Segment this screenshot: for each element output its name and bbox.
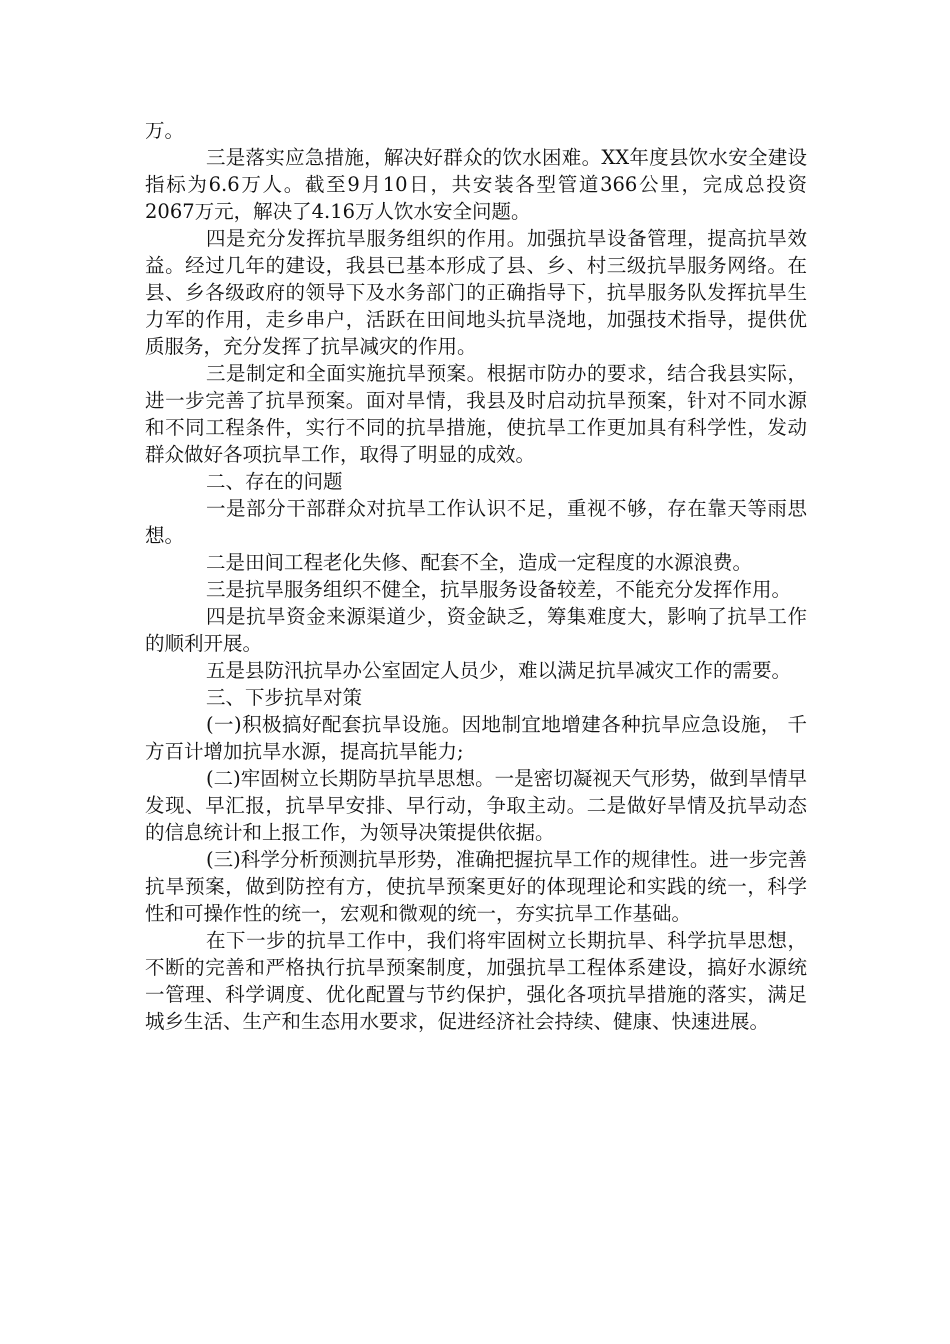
paragraph-problem-5: 五是县防汛抗旱办公室固定人员少，难以满足抗旱减灾工作的需要。	[206, 659, 792, 682]
paragraph-problem-1: 一是部分干部群众对抗旱工作认识不足，重视不够，存在靠天等雨思想。	[145, 497, 807, 547]
paragraph-countermeasure-3: (三)科学分析预测抗旱形势，准确把握抗旱工作的规律性。进一步完善抗旱预案，做到防控有方，使抗旱预案更好的体现理论和实践的统一，科学性和可操作性的统一，宏观和微观的统一，夯实抗旱工作基础。	[145, 848, 807, 925]
section-heading-problems: 二、存在的问题	[206, 470, 343, 493]
paragraph-countermeasure-2: (二)牢固树立长期防旱抗旱思想。一是密切凝视天气形势，做到旱情早发现、早汇报，抗旱早安排、早行动，争取主动。二是做好旱情及抗旱动态的信息统计和上报工作，为领导决策提供依据。	[145, 767, 807, 844]
paragraph-continuation: 万。	[145, 119, 185, 142]
paragraph-conclusion: 在下一步的抗旱工作中，我们将牢固树立长期抗旱、科学抗旱思想，不断的完善和严格执行抗旱预案制度，加强抗旱工程体系建设，搞好水源统一管理、科学调度、优化配置与节约保护，强化各项抗旱措施的落实，满足城乡生活、生产和生态用水要求，促进经济社会持续、健康、快速进展。	[145, 929, 807, 1033]
paragraph-countermeasure-1: (一)积极搞好配套抗旱设施。因地制宜地增建各种抗旱应急设施， 千方百计增加抗旱水源，提高抗旱能力;	[145, 713, 807, 763]
paragraph-drought-plan: 三是制定和全面实施抗旱预案。根据市防办的要求，结合我县实际，进一步完善了抗旱预案。面对旱情，我县及时启动抗旱预案，针对不同水源和不同工程条件，实行不同的抗旱措施，使抗旱工作更加具有科学性，发动群众做好各项抗旱工作，取得了明显的成效。	[145, 362, 807, 466]
paragraph-problem-3: 三是抗旱服务组织不健全，抗旱服务设备较差，不能充分发挥作用。	[206, 578, 792, 601]
paragraph-emergency-measures: 三是落实应急措施，解决好群众的饮水困难。XX年度县饮水安全建设指标为6.6万人。截至9月10日，共安装各型管道366公里，完成总投资2067万元，解决了4.16万人饮水安全问题。	[145, 146, 807, 223]
section-heading-countermeasures: 三、下步抗旱对策	[206, 686, 363, 709]
paragraph-service-organizations: 四是充分发挥抗旱服务组织的作用。加强抗旱设备管理，提高抗旱效益。经过几年的建设，我县已基本形成了县、乡、村三级抗旱服务网络。在县、乡各级政府的领导下及水务部门的正确指导下，抗旱服务队发挥抗旱生力军的作用，走乡串户，活跃在田间地头抗旱浇地，加强技术指导，提供优质服务，充分发挥了抗旱减灾的作用。	[145, 227, 807, 358]
paragraph-problem-4: 四是抗旱资金来源渠道少，资金缺乏，筹集难度大，影响了抗旱工作的顺利开展。	[145, 605, 807, 655]
document-body	[145, 117, 807, 1035]
paragraph-problem-2: 二是田间工程老化失修、配套不全，造成一定程度的水源浪费。	[206, 551, 753, 574]
